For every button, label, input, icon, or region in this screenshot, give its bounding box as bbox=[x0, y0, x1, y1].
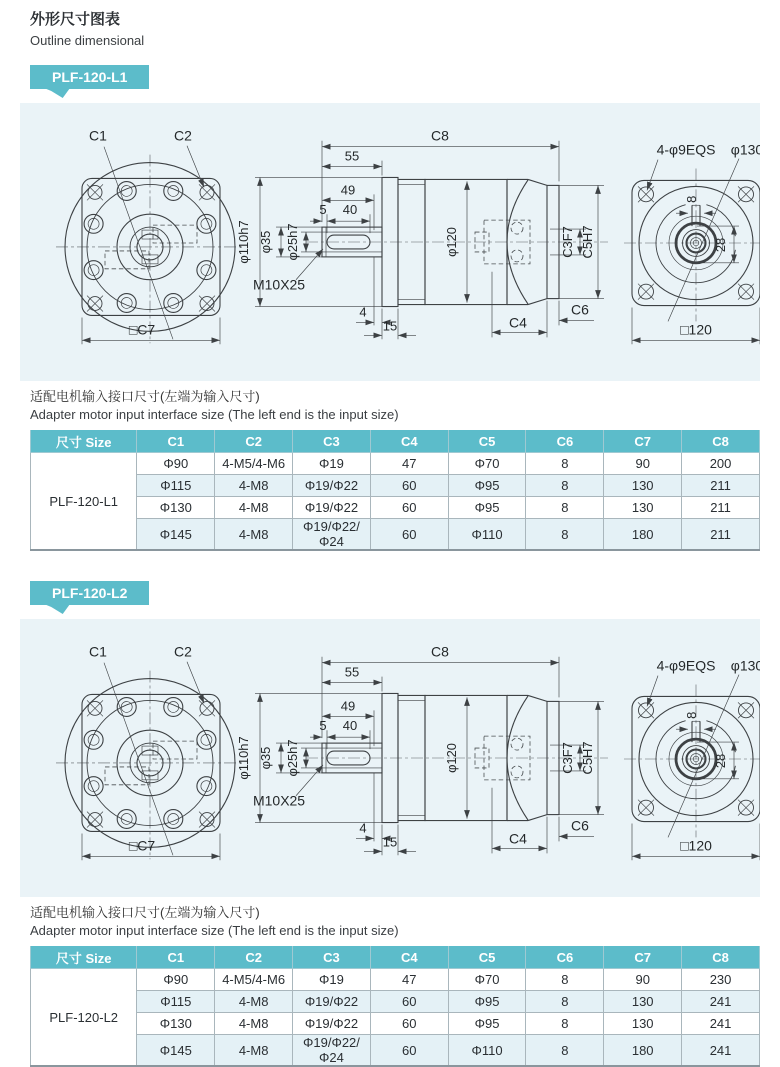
outline-drawing bbox=[20, 103, 760, 381]
dim-label-40: 40 bbox=[342, 718, 358, 734]
dim-label-55: 55 bbox=[344, 148, 360, 164]
dim-label-4-dia9eqs: 4-φ9EQS bbox=[656, 141, 716, 158]
dimension-cell: Φ115 bbox=[137, 475, 215, 497]
dimension-cell: 8 bbox=[526, 1035, 604, 1067]
dimension-cell: Φ95 bbox=[448, 1013, 526, 1035]
dimension-cell: 8 bbox=[526, 453, 604, 475]
column-header-C7: C7 bbox=[604, 946, 682, 969]
dim-label-4: 4 bbox=[359, 304, 367, 320]
dim-label-dia110h7: φ110h7 bbox=[235, 220, 252, 264]
dimension-table-plf-120-l1 bbox=[30, 430, 760, 551]
dimension-cell: 4-M5/4-M6 bbox=[215, 969, 293, 991]
column-header-C7: C7 bbox=[604, 430, 682, 453]
rear-view-drawing bbox=[624, 658, 760, 861]
table-row bbox=[31, 453, 760, 475]
dim-label-c5h7: C5H7 bbox=[579, 225, 596, 259]
dimension-cell: 8 bbox=[526, 475, 604, 497]
dimension-cell: Φ70 bbox=[448, 453, 526, 475]
column-header-C4: C4 bbox=[370, 946, 448, 969]
dim-label-40: 40 bbox=[342, 202, 358, 218]
dim-label-c7: □C7 bbox=[128, 321, 156, 338]
dimension-cell: 4-M8 bbox=[215, 519, 293, 551]
dim-label-15: 15 bbox=[382, 834, 398, 850]
dimension-drawing-panel-1 bbox=[20, 103, 760, 381]
dim-label-c3f7: C3F7 bbox=[559, 226, 576, 258]
model-cell: PLF-120-L2 bbox=[31, 969, 137, 1067]
column-header-C8: C8 bbox=[682, 430, 760, 453]
dimension-cell: Φ70 bbox=[448, 969, 526, 991]
dimension-cell: 60 bbox=[370, 1013, 448, 1035]
dimension-cell: Φ19/Φ22 bbox=[293, 497, 371, 519]
dim-label-dia130: φ130 bbox=[730, 141, 760, 158]
adapter-caption-cn: 适配电机输入接口尺寸(左端为输入尺寸) bbox=[30, 389, 260, 404]
dimension-cell: 90 bbox=[604, 969, 682, 991]
dim-label-c3f7: C3F7 bbox=[559, 742, 576, 774]
adapter-caption-en-2: Adapter motor input interface size (The left end is the input size) bbox=[30, 923, 399, 938]
dim-label-c4: C4 bbox=[509, 830, 527, 847]
dimension-cell: 60 bbox=[370, 1035, 448, 1067]
dimension-cell: 90 bbox=[604, 453, 682, 475]
size-column-header: 尺寸 Size bbox=[31, 946, 137, 969]
dimension-cell: 47 bbox=[370, 969, 448, 991]
dim-label-dia110h7: φ110h7 bbox=[235, 736, 252, 780]
dimension-cell: Φ19/Φ22 bbox=[293, 1013, 371, 1035]
dimension-cell: 60 bbox=[370, 497, 448, 519]
dimension-cell: 130 bbox=[604, 497, 682, 519]
dimension-cell: 4-M8 bbox=[215, 497, 293, 519]
table-row bbox=[31, 969, 760, 991]
column-header-C1: C1 bbox=[137, 946, 215, 969]
dim-label-dia35: φ35 bbox=[257, 746, 274, 770]
table-row bbox=[31, 497, 760, 519]
rear-view-drawing bbox=[624, 142, 760, 345]
dimension-cell: 211 bbox=[682, 497, 760, 519]
dim-label-dia120: φ120 bbox=[443, 227, 460, 257]
dim-label-28: 28 bbox=[712, 237, 729, 253]
dimension-cell: 241 bbox=[682, 1013, 760, 1035]
dimension-cell: 230 bbox=[682, 969, 760, 991]
dimension-cell: 4-M8 bbox=[215, 1035, 293, 1067]
model-badge-plf-120-l1: PLF-120-L1 bbox=[30, 65, 149, 89]
dimension-cell: Φ95 bbox=[448, 475, 526, 497]
dim-label-c1: C1 bbox=[89, 643, 107, 660]
dim-label-dia130: φ130 bbox=[730, 657, 760, 674]
size-column-header: 尺寸 Size bbox=[31, 430, 137, 453]
column-header-C6: C6 bbox=[526, 946, 604, 969]
dim-label-m10x25: M10X25 bbox=[252, 276, 306, 293]
dim-label-c8: C8 bbox=[431, 643, 449, 660]
dimension-cell: Φ130 bbox=[137, 1013, 215, 1035]
dim-label-28: 28 bbox=[712, 753, 729, 769]
dimension-cell: Φ145 bbox=[137, 519, 215, 551]
dimension-cell: 4-M5/4-M6 bbox=[215, 453, 293, 475]
dim-label-key8: 8 bbox=[683, 195, 700, 203]
dim-label-5: 5 bbox=[319, 718, 327, 734]
dimension-cell: 60 bbox=[370, 991, 448, 1013]
dimension-cell: 130 bbox=[604, 475, 682, 497]
dimension-cell: 8 bbox=[526, 519, 604, 551]
column-header-C6: C6 bbox=[526, 430, 604, 453]
dimension-cell: 211 bbox=[682, 519, 760, 551]
dim-label-c6: C6 bbox=[571, 817, 589, 834]
dimension-cell: 211 bbox=[682, 475, 760, 497]
dim-label-c7: □C7 bbox=[128, 837, 156, 854]
table-row bbox=[31, 1035, 760, 1067]
dim-label-c8: C8 bbox=[431, 127, 449, 144]
front-view-drawing bbox=[56, 128, 244, 344]
dim-label-sq120: □120 bbox=[680, 837, 712, 854]
dim-label-dia25h7: φ25h7 bbox=[284, 223, 301, 261]
model-cell: PLF-120-L1 bbox=[31, 453, 137, 551]
dimension-cell: 241 bbox=[682, 1035, 760, 1067]
dimension-table-plf-120-l2 bbox=[30, 946, 760, 1067]
dimension-cell: 47 bbox=[370, 453, 448, 475]
page-subtitle: Outline dimensional bbox=[30, 33, 145, 48]
dim-label-4: 4 bbox=[359, 820, 367, 836]
dimension-cell: 8 bbox=[526, 991, 604, 1013]
dim-label-5: 5 bbox=[319, 202, 327, 218]
dim-label-c1: C1 bbox=[89, 127, 107, 144]
dimension-cell: 241 bbox=[682, 991, 760, 1013]
outline-drawing bbox=[20, 619, 760, 897]
table-row bbox=[31, 519, 760, 551]
dim-label-c2: C2 bbox=[174, 127, 192, 144]
dimension-cell: Φ145 bbox=[137, 1035, 215, 1067]
adapter-caption-en: Adapter motor input interface size (The left end is the input size) bbox=[30, 407, 399, 422]
dimension-cell: 4-M8 bbox=[215, 1013, 293, 1035]
dim-label-49: 49 bbox=[340, 182, 356, 198]
column-header-C3: C3 bbox=[293, 946, 371, 969]
column-header-C5: C5 bbox=[448, 946, 526, 969]
page-title: 外形尺寸图表 bbox=[30, 11, 121, 28]
dimension-cell: 60 bbox=[370, 475, 448, 497]
dim-label-m10x25: M10X25 bbox=[252, 792, 306, 809]
column-header-C5: C5 bbox=[448, 430, 526, 453]
dimension-cell: Φ115 bbox=[137, 991, 215, 1013]
dim-label-55: 55 bbox=[344, 664, 360, 680]
dim-label-4-dia9eqs: 4-φ9EQS bbox=[656, 657, 716, 674]
dim-label-sq120: □120 bbox=[680, 321, 712, 338]
dimension-cell: 130 bbox=[604, 1013, 682, 1035]
dimension-cell: Φ110 bbox=[448, 519, 526, 551]
dimension-cell: Φ19/Φ22/Φ24 bbox=[293, 519, 371, 551]
dim-label-dia35: φ35 bbox=[257, 230, 274, 254]
table-row bbox=[31, 475, 760, 497]
table-row bbox=[31, 1013, 760, 1035]
dimension-cell: Φ90 bbox=[137, 453, 215, 475]
column-header-C8: C8 bbox=[682, 946, 760, 969]
dim-label-dia25h7: φ25h7 bbox=[284, 739, 301, 777]
dim-label-c4: C4 bbox=[509, 314, 527, 331]
side-view-drawing bbox=[236, 128, 608, 340]
dimension-cell: Φ130 bbox=[137, 497, 215, 519]
front-view-drawing bbox=[56, 644, 244, 860]
dimension-cell: Φ19/Φ22 bbox=[293, 475, 371, 497]
dim-label-49: 49 bbox=[340, 698, 356, 714]
dimension-cell: Φ110 bbox=[448, 1035, 526, 1067]
dimension-cell: 4-M8 bbox=[215, 475, 293, 497]
dimension-cell: 8 bbox=[526, 1013, 604, 1035]
model-badge-plf-120-l2: PLF-120-L2 bbox=[30, 581, 149, 605]
dimension-cell: Φ19 bbox=[293, 453, 371, 475]
dimension-cell: Φ95 bbox=[448, 991, 526, 1013]
dim-label-key8: 8 bbox=[683, 711, 700, 719]
dim-label-c5h7: C5H7 bbox=[579, 741, 596, 775]
side-view-drawing bbox=[236, 644, 608, 856]
table-row bbox=[31, 991, 760, 1013]
dim-label-dia120: φ120 bbox=[443, 743, 460, 773]
column-header-C1: C1 bbox=[137, 430, 215, 453]
dimension-cell: 60 bbox=[370, 519, 448, 551]
dimension-cell: Φ90 bbox=[137, 969, 215, 991]
dimension-drawing-panel-2 bbox=[20, 619, 760, 897]
dimension-cell: 200 bbox=[682, 453, 760, 475]
column-header-C2: C2 bbox=[215, 946, 293, 969]
column-header-C3: C3 bbox=[293, 430, 371, 453]
dimension-cell: Φ19 bbox=[293, 969, 371, 991]
dimension-cell: 130 bbox=[604, 991, 682, 1013]
dim-label-15: 15 bbox=[382, 318, 398, 334]
dimension-cell: 4-M8 bbox=[215, 991, 293, 1013]
column-header-C4: C4 bbox=[370, 430, 448, 453]
dimension-cell: Φ19/Φ22 bbox=[293, 991, 371, 1013]
dimension-cell: 8 bbox=[526, 969, 604, 991]
dimension-cell: 180 bbox=[604, 1035, 682, 1067]
dimension-cell: 8 bbox=[526, 497, 604, 519]
column-header-C2: C2 bbox=[215, 430, 293, 453]
dimension-cell: Φ95 bbox=[448, 497, 526, 519]
dimension-cell: Φ19/Φ22/Φ24 bbox=[293, 1035, 371, 1067]
dim-label-c6: C6 bbox=[571, 301, 589, 318]
dim-label-c2: C2 bbox=[174, 643, 192, 660]
adapter-caption-cn-2: 适配电机输入接口尺寸(左端为输入尺寸) bbox=[30, 905, 260, 920]
dimension-cell: 180 bbox=[604, 519, 682, 551]
